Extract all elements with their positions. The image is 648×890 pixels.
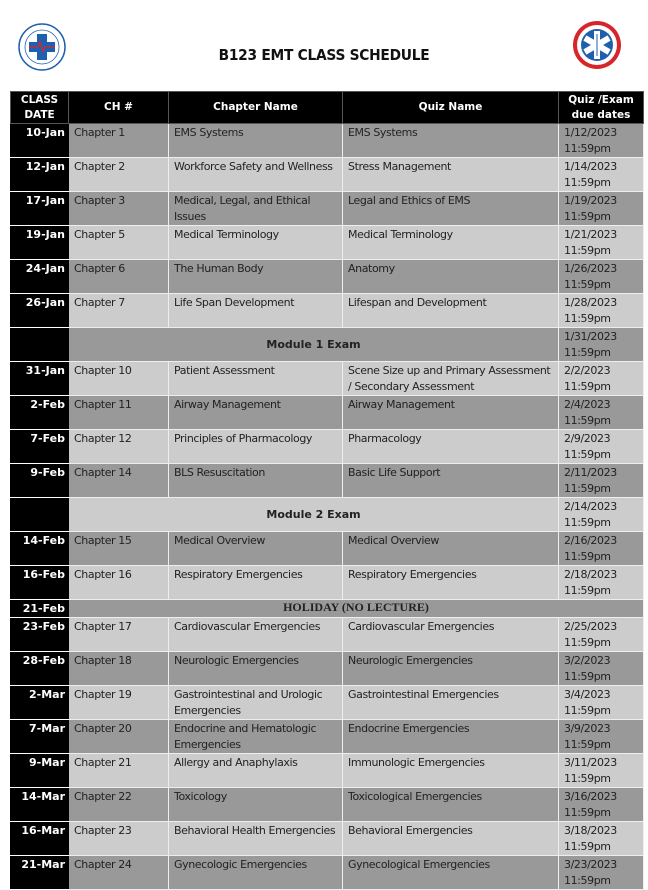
due-date <box>559 788 644 822</box>
due-date <box>559 498 644 532</box>
chapter-name: The Human Body <box>169 260 343 294</box>
due-date <box>559 192 644 226</box>
class-date: 28-Feb <box>11 652 69 686</box>
chapter-number: Chapter 15 <box>69 532 169 566</box>
due-date-day: 3/16/2023 <box>564 790 617 803</box>
schedule-body <box>11 124 644 890</box>
due-date <box>559 618 644 652</box>
quiz-name: Immunologic Emergencies <box>343 754 559 788</box>
chapter-name: Cardiovascular Emergencies <box>169 618 343 652</box>
chapter-name: Respiratory Emergencies <box>169 566 343 600</box>
due-date-time: 11:59pm <box>564 176 611 189</box>
quiz-name: Endocrine Emergencies <box>343 720 559 754</box>
chapter-name: Airway Management <box>169 396 343 430</box>
chapter-name: BLS Resuscitation <box>169 464 343 498</box>
due-date-time: 11:59pm <box>564 738 611 751</box>
col-header-due-dates: Quiz /Exam due dates <box>559 92 644 124</box>
due-date-day: 3/18/2023 <box>564 824 617 837</box>
holiday-row <box>11 600 644 618</box>
page-title: B123 EMT CLASS SCHEDULE <box>218 46 430 64</box>
table-row <box>11 464 644 498</box>
quiz-name: Cardiovascular Emergencies <box>343 618 559 652</box>
table-row <box>11 618 644 652</box>
table-row <box>11 532 644 566</box>
due-date-time: 11:59pm <box>564 516 611 529</box>
due-date-time: 11:59pm <box>564 414 611 427</box>
module-exam-row <box>11 328 644 362</box>
quiz-name: Pharmacology <box>343 430 559 464</box>
due-date-time: 11:59pm <box>564 448 611 461</box>
chapter-name: Neurologic Emergencies <box>169 652 343 686</box>
quiz-name: Scene Size up and Primary Assessment / Secondary Assessment <box>343 362 559 396</box>
due-date-time: 11:59pm <box>564 772 611 785</box>
due-date-day: 3/2/2023 <box>564 654 611 667</box>
chapter-name: Medical, Legal, and Ethical Issues <box>169 192 343 226</box>
chapter-number: Chapter 16 <box>69 566 169 600</box>
chapter-number: Chapter 10 <box>69 362 169 396</box>
class-date: 9-Feb <box>11 464 69 498</box>
due-date-time: 11:59pm <box>564 312 611 325</box>
due-date-day: 2/25/2023 <box>564 620 617 633</box>
table-row <box>11 652 644 686</box>
table-row <box>11 856 644 890</box>
table-row <box>11 260 644 294</box>
chapter-name: Behavioral Health Emergencies <box>169 822 343 856</box>
chapter-number: Chapter 24 <box>69 856 169 890</box>
due-date-time: 11:59pm <box>564 840 611 853</box>
col-header-quiz-name: Quiz Name <box>343 92 559 124</box>
chapter-number: Chapter 21 <box>69 754 169 788</box>
table-row <box>11 720 644 754</box>
due-date-time: 11:59pm <box>564 550 611 563</box>
table-row <box>11 226 644 260</box>
due-date-day: 2/14/2023 <box>564 500 617 513</box>
class-date <box>11 328 69 362</box>
due-date-day: 1/12/2023 <box>564 126 617 139</box>
due-date-time: 11:59pm <box>564 704 611 717</box>
module-exam-label: Module 2 Exam <box>69 498 559 532</box>
quiz-name: Neurologic Emergencies <box>343 652 559 686</box>
class-date: 7-Feb <box>11 430 69 464</box>
due-date <box>559 260 644 294</box>
chapter-number: Chapter 22 <box>69 788 169 822</box>
due-date-day: 1/31/2023 <box>564 330 617 343</box>
due-date-day: 1/28/2023 <box>564 296 617 309</box>
due-date-day: 1/21/2023 <box>564 228 617 241</box>
chapter-name: Medical Overview <box>169 532 343 566</box>
table-row <box>11 430 644 464</box>
due-date-day: 1/19/2023 <box>564 194 617 207</box>
table-header-row <box>11 92 644 124</box>
class-date: 12-Jan <box>11 158 69 192</box>
chapter-number: Chapter 17 <box>69 618 169 652</box>
table-row <box>11 396 644 430</box>
class-date: 2-Feb <box>11 396 69 430</box>
chapter-name: Endocrine and Hematologic Emergencies <box>169 720 343 754</box>
table-row <box>11 754 644 788</box>
chapter-name: Toxicology <box>169 788 343 822</box>
due-date-day: 2/4/2023 <box>564 398 611 411</box>
chapter-name: EMS Systems <box>169 124 343 158</box>
table-row <box>11 124 644 158</box>
quiz-name: Lifespan and Development <box>343 294 559 328</box>
due-date-day: 2/16/2023 <box>564 534 617 547</box>
chapter-number: Chapter 2 <box>69 158 169 192</box>
due-date <box>559 566 644 600</box>
chapter-number: Chapter 18 <box>69 652 169 686</box>
table-row <box>11 566 644 600</box>
due-date-time: 11:59pm <box>564 380 611 393</box>
module-exam-label: Module 1 Exam <box>69 328 559 362</box>
due-date-time: 11:59pm <box>564 482 611 495</box>
class-date: 31-Jan <box>11 362 69 396</box>
due-date-day: 3/23/2023 <box>564 858 617 871</box>
col-header-chapter-name: Chapter Name <box>169 92 343 124</box>
chapter-name: Principles of Pharmacology <box>169 430 343 464</box>
class-date <box>11 498 69 532</box>
due-date <box>559 226 644 260</box>
table-row <box>11 158 644 192</box>
chapter-number: Chapter 7 <box>69 294 169 328</box>
chapter-number: Chapter 19 <box>69 686 169 720</box>
class-date: 23-Feb <box>11 618 69 652</box>
class-date: 2-Mar <box>11 686 69 720</box>
due-date <box>559 124 644 158</box>
table-row <box>11 362 644 396</box>
class-date: 7-Mar <box>11 720 69 754</box>
quiz-name: Behavioral Emergencies <box>343 822 559 856</box>
due-date-day: 3/11/2023 <box>564 756 617 769</box>
due-date-time: 11:59pm <box>564 670 611 683</box>
due-date-time: 11:59pm <box>564 142 611 155</box>
due-date <box>559 396 644 430</box>
holiday-label: HOLIDAY (NO LECTURE) <box>69 600 644 618</box>
class-date: 17-Jan <box>11 192 69 226</box>
due-date <box>559 362 644 396</box>
quiz-name: Toxicological Emergencies <box>343 788 559 822</box>
class-date: 21-Mar <box>11 856 69 890</box>
chapter-name: Patient Assessment <box>169 362 343 396</box>
class-date: 21-Feb <box>11 600 69 618</box>
class-date: 14-Feb <box>11 532 69 566</box>
due-date <box>559 464 644 498</box>
chapter-number: Chapter 3 <box>69 192 169 226</box>
class-date: 26-Jan <box>11 294 69 328</box>
quiz-name: Gastrointestinal Emergencies <box>343 686 559 720</box>
quiz-name: Medical Terminology <box>343 226 559 260</box>
chapter-number: Chapter 23 <box>69 822 169 856</box>
due-date-day: 2/2/2023 <box>564 364 611 377</box>
due-date-time: 11:59pm <box>564 244 611 257</box>
module-exam-row <box>11 498 644 532</box>
table-row <box>11 294 644 328</box>
table-row <box>11 192 644 226</box>
quiz-name: Gynecological Emergencies <box>343 856 559 890</box>
class-date: 16-Mar <box>11 822 69 856</box>
quiz-name: Legal and Ethics of EMS <box>343 192 559 226</box>
chapter-name: Allergy and Anaphylaxis <box>169 754 343 788</box>
due-date-time: 11:59pm <box>564 636 611 649</box>
chapter-number: Chapter 20 <box>69 720 169 754</box>
chapter-number: Chapter 14 <box>69 464 169 498</box>
chapter-number: Chapter 12 <box>69 430 169 464</box>
due-date-time: 11:59pm <box>564 278 611 291</box>
due-date <box>559 686 644 720</box>
due-date-day: 2/9/2023 <box>564 432 611 445</box>
due-date-day: 2/11/2023 <box>564 466 617 479</box>
star-of-life-logo <box>572 20 622 70</box>
due-date <box>559 720 644 754</box>
due-date-time: 11:59pm <box>564 806 611 819</box>
class-date: 10-Jan <box>11 124 69 158</box>
due-date-day: 2/18/2023 <box>564 568 617 581</box>
due-date <box>559 158 644 192</box>
table-row <box>11 822 644 856</box>
chapter-number: Chapter 5 <box>69 226 169 260</box>
quiz-name: Airway Management <box>343 396 559 430</box>
due-date-day: 3/9/2023 <box>564 722 611 735</box>
table-row <box>11 788 644 822</box>
class-date: 24-Jan <box>11 260 69 294</box>
due-date <box>559 822 644 856</box>
chapter-name: Gastrointestinal and Urologic Emergencies <box>169 686 343 720</box>
due-date-day: 3/4/2023 <box>564 688 611 701</box>
chapter-number: Chapter 1 <box>69 124 169 158</box>
class-date: 9-Mar <box>11 754 69 788</box>
due-date <box>559 754 644 788</box>
class-date: 16-Feb <box>11 566 69 600</box>
due-date <box>559 430 644 464</box>
quiz-name: EMS Systems <box>343 124 559 158</box>
due-date <box>559 532 644 566</box>
chapter-number: Chapter 11 <box>69 396 169 430</box>
chapter-number: Chapter 6 <box>69 260 169 294</box>
chapter-name: Workforce Safety and Wellness <box>169 158 343 192</box>
due-date-time: 11:59pm <box>564 874 611 887</box>
table-row <box>11 686 644 720</box>
quiz-name: Anatomy <box>343 260 559 294</box>
due-date-day: 1/14/2023 <box>564 160 617 173</box>
chapter-name: Gynecologic Emergencies <box>169 856 343 890</box>
chapter-name: Life Span Development <box>169 294 343 328</box>
due-date-time: 11:59pm <box>564 210 611 223</box>
quiz-name: Basic Life Support <box>343 464 559 498</box>
due-date-time: 11:59pm <box>564 584 611 597</box>
due-date-time: 11:59pm <box>564 346 611 359</box>
col-header-class-date: CLASS DATE <box>11 92 69 124</box>
due-date <box>559 294 644 328</box>
class-date: 19-Jan <box>11 226 69 260</box>
quiz-name: Stress Management <box>343 158 559 192</box>
schedule-table <box>10 91 644 890</box>
class-date: 14-Mar <box>11 788 69 822</box>
quiz-name: Medical Overview <box>343 532 559 566</box>
due-date-day: 1/26/2023 <box>564 262 617 275</box>
due-date <box>559 652 644 686</box>
due-date <box>559 856 644 890</box>
chapter-name: Medical Terminology <box>169 226 343 260</box>
due-date <box>559 328 644 362</box>
quiz-name: Respiratory Emergencies <box>343 566 559 600</box>
col-header-chapter-number: CH # <box>69 92 169 124</box>
